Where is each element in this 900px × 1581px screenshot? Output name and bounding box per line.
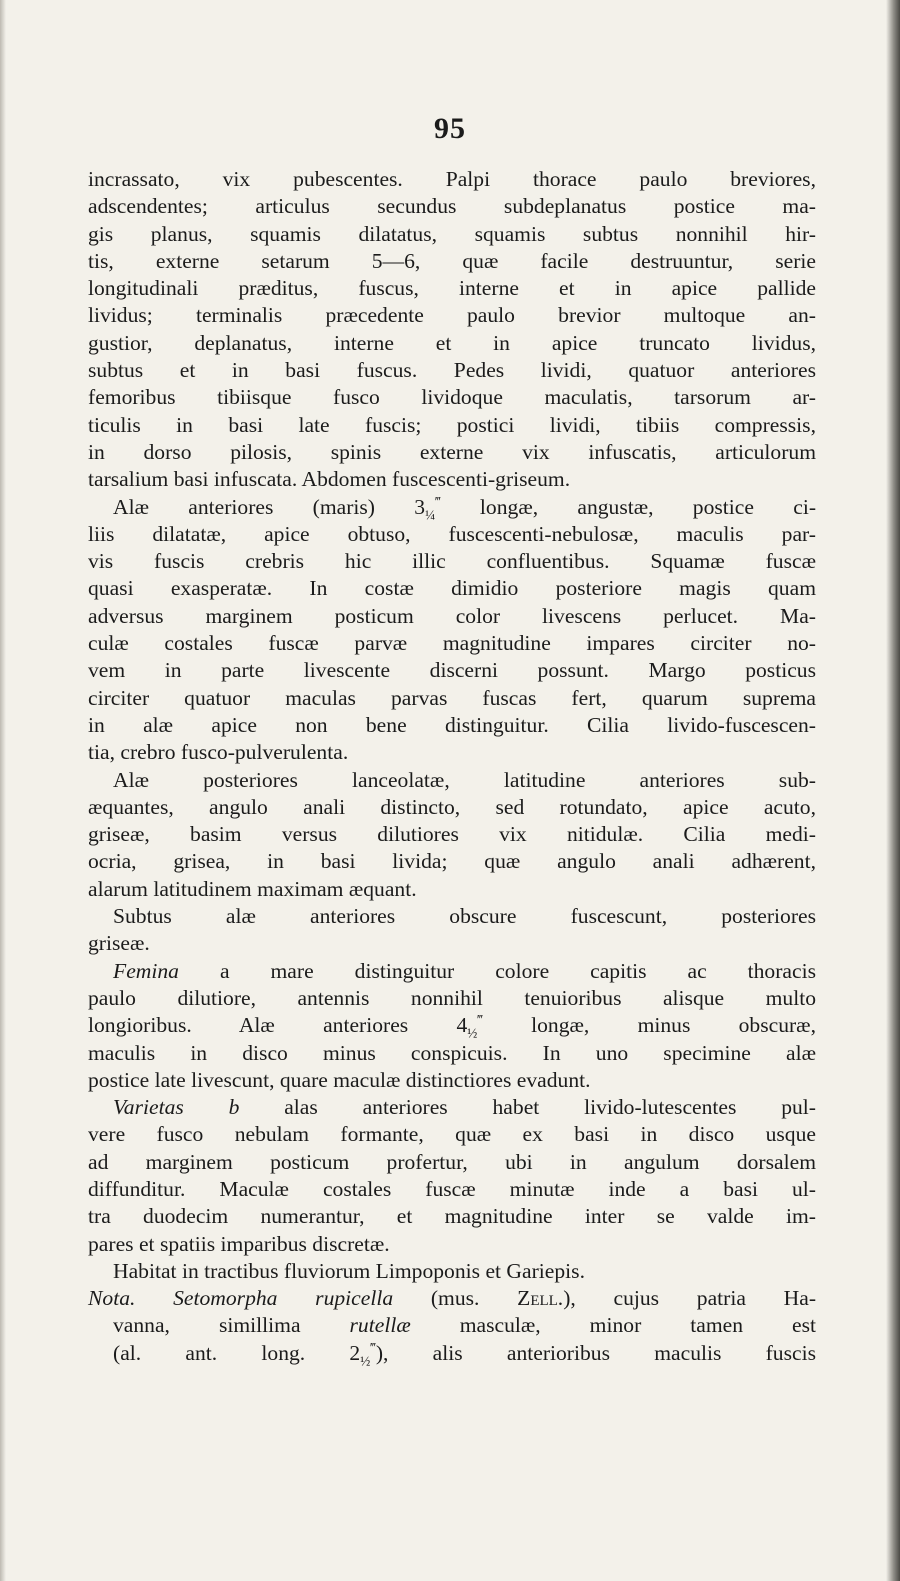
text-line: griseæ. <box>88 931 150 956</box>
text-line <box>88 494 816 521</box>
line-unit-mark: ‴ <box>477 1012 483 1028</box>
text-line: tis, externe setarum 5—6, quæ facile destruuntur, serie <box>88 248 816 273</box>
text-line: femoribus tibiisque fusco lividoque maculatis, tarsorum ar- <box>88 385 816 410</box>
text-line: liis dilatatæ, apice obtuso, fuscescenti-nebulosæ, maculis par- <box>88 521 816 546</box>
text-line: æquantes, angulo anali distincto, sed rotundato, apice acuto, <box>88 794 816 819</box>
fraction: ½ <box>360 1353 371 1369</box>
text-line: alarum latitudinem maximam æquant. <box>88 876 417 901</box>
text-line: culæ costales fuscæ parvæ magnitudine impares circiter no- <box>88 631 816 656</box>
text-line <box>88 1094 816 1121</box>
text-line: tarsalium basi infuscata. Abdomen fuscescenti-griseum. <box>88 467 571 492</box>
text-segment: vanna, simillima <box>113 1313 350 1338</box>
text-line: vere fusco nebulam formante, quæ ex basi in disco usque <box>88 1122 816 1147</box>
text-segment: Alæ anteriores (maris) 3 <box>113 494 426 519</box>
text-segment: alas anteriores habet livido-lutescentes pul- <box>239 1095 816 1120</box>
text-line: tia, crebro fusco-pulverulenta. <box>88 740 349 765</box>
page-number: 95 <box>434 112 466 145</box>
text-line: longitudinali præditus, fuscus, interne et in apice pallide <box>88 276 816 301</box>
text-line: Subtus alæ anteriores obscure fuscescunt, posteriores <box>113 904 816 929</box>
italic-term: Femina <box>113 958 179 983</box>
scan-left-edge-shadow <box>0 0 6 1581</box>
text-line: maculis in disco minus conspicuis. In uno specimine alæ <box>88 1040 816 1065</box>
text-line: adversus marginem posticum color livescens perlucet. Ma- <box>88 603 816 628</box>
text-segment: ), cujus patria Ha- <box>563 1286 817 1311</box>
body-text <box>88 166 816 1367</box>
text-line: gustior, deplanatus, interne et in apice truncato lividus, <box>88 330 816 355</box>
italic-term: Nota. Setomorpha rupicella <box>88 1286 394 1311</box>
text-line: vis fuscis crebris hic illic confluentibus. Squamæ fuscæ <box>88 549 816 574</box>
text-line: ad marginem posticum profertur, ubi in angulum dorsalem <box>88 1149 816 1174</box>
line-unit-mark: ‴ <box>370 1339 376 1355</box>
scan-right-edge-binding <box>886 0 900 1581</box>
text-line: incrassato, vix pubescentes. Palpi thorace paulo breviores, <box>88 167 816 191</box>
text-line: pares et spatiis imparibus discretæ. <box>88 1231 390 1256</box>
fraction: ½ <box>467 1025 478 1041</box>
text-segment: longæ, minus obscuræ, <box>482 1013 816 1038</box>
text-line <box>88 1285 816 1312</box>
text-line: subtus et in basi fuscus. Pedes lividi, quatuor anteriores <box>88 358 816 383</box>
text-line: ocria, grisea, in basi livida; quæ angulo anali adhærent, <box>88 849 816 874</box>
text-line: diffunditur. Maculæ costales fuscæ minutæ inde a basi ul- <box>88 1176 816 1201</box>
text-line: gis planus, squamis dilatatus, squamis subtus nonnihil hir- <box>88 221 816 246</box>
fraction: ¼ <box>425 506 436 522</box>
text-line: Habitat in tractibus fluviorum Limpoponis et Gariepis. <box>113 1258 585 1283</box>
text-line <box>88 1312 816 1339</box>
text-segment: longæ, angustæ, postice ci- <box>440 494 817 519</box>
text-line: in alæ apice non bene distinguitur. Cilia livido-fuscescen- <box>88 712 816 737</box>
text-segment: (al. ant. long. 2 <box>113 1340 361 1365</box>
text-line: circiter quatuor maculas parvas fuscas fert, quarum suprema <box>88 685 816 710</box>
italic-term: rutellæ <box>349 1313 411 1338</box>
text-line: tra duodecim numerantur, et magnitudine inter se valde im- <box>88 1204 816 1229</box>
small-caps-term: Zell. <box>517 1286 564 1311</box>
text-line: ticulis in basi late fuscis; postici lividi, tibiis compressis, <box>88 412 816 437</box>
text-segment: ), alis anterioribus maculis fuscis <box>375 1340 816 1365</box>
text-line <box>88 958 816 985</box>
text-line <box>88 1340 816 1367</box>
text-segment: longioribus. Alæ anteriores 4 <box>88 1013 468 1038</box>
text-line <box>88 1012 816 1039</box>
text-line: Alæ posteriores lanceolatæ, latitudine anteriores sub- <box>113 767 816 792</box>
text-line: quasi exasperatæ. In costæ dimidio posteriore magis quam <box>88 576 816 601</box>
text-line: in dorso pilosis, spinis externe vix infuscatis, articulorum <box>88 439 816 464</box>
line-unit-mark: ‴ <box>435 493 441 509</box>
text-line: adscendentes; articulus secundus subdeplanatus postice ma- <box>88 194 816 219</box>
text-segment: a mare distinguitur colore capitis ac thoracis <box>178 958 816 983</box>
text-line: griseæ, basim versus dilutiores vix nitidulæ. Cilia medi- <box>88 822 816 847</box>
text-line: postice late livescunt, quare maculæ distinctiores evadunt. <box>88 1067 591 1092</box>
text-segment: (mus. <box>393 1286 518 1311</box>
text-segment: masculæ, minor tamen est <box>410 1313 816 1338</box>
text-line: vem in parte livescente discerni possunt. Margo posticus <box>88 658 816 683</box>
text-line: lividus; terminalis præcedente paulo brevior multoque an- <box>88 303 816 328</box>
italic-term: Varietas b <box>113 1095 240 1120</box>
text-line: paulo dilutiore, antennis nonnihil tenuioribus alisque multo <box>88 985 816 1010</box>
